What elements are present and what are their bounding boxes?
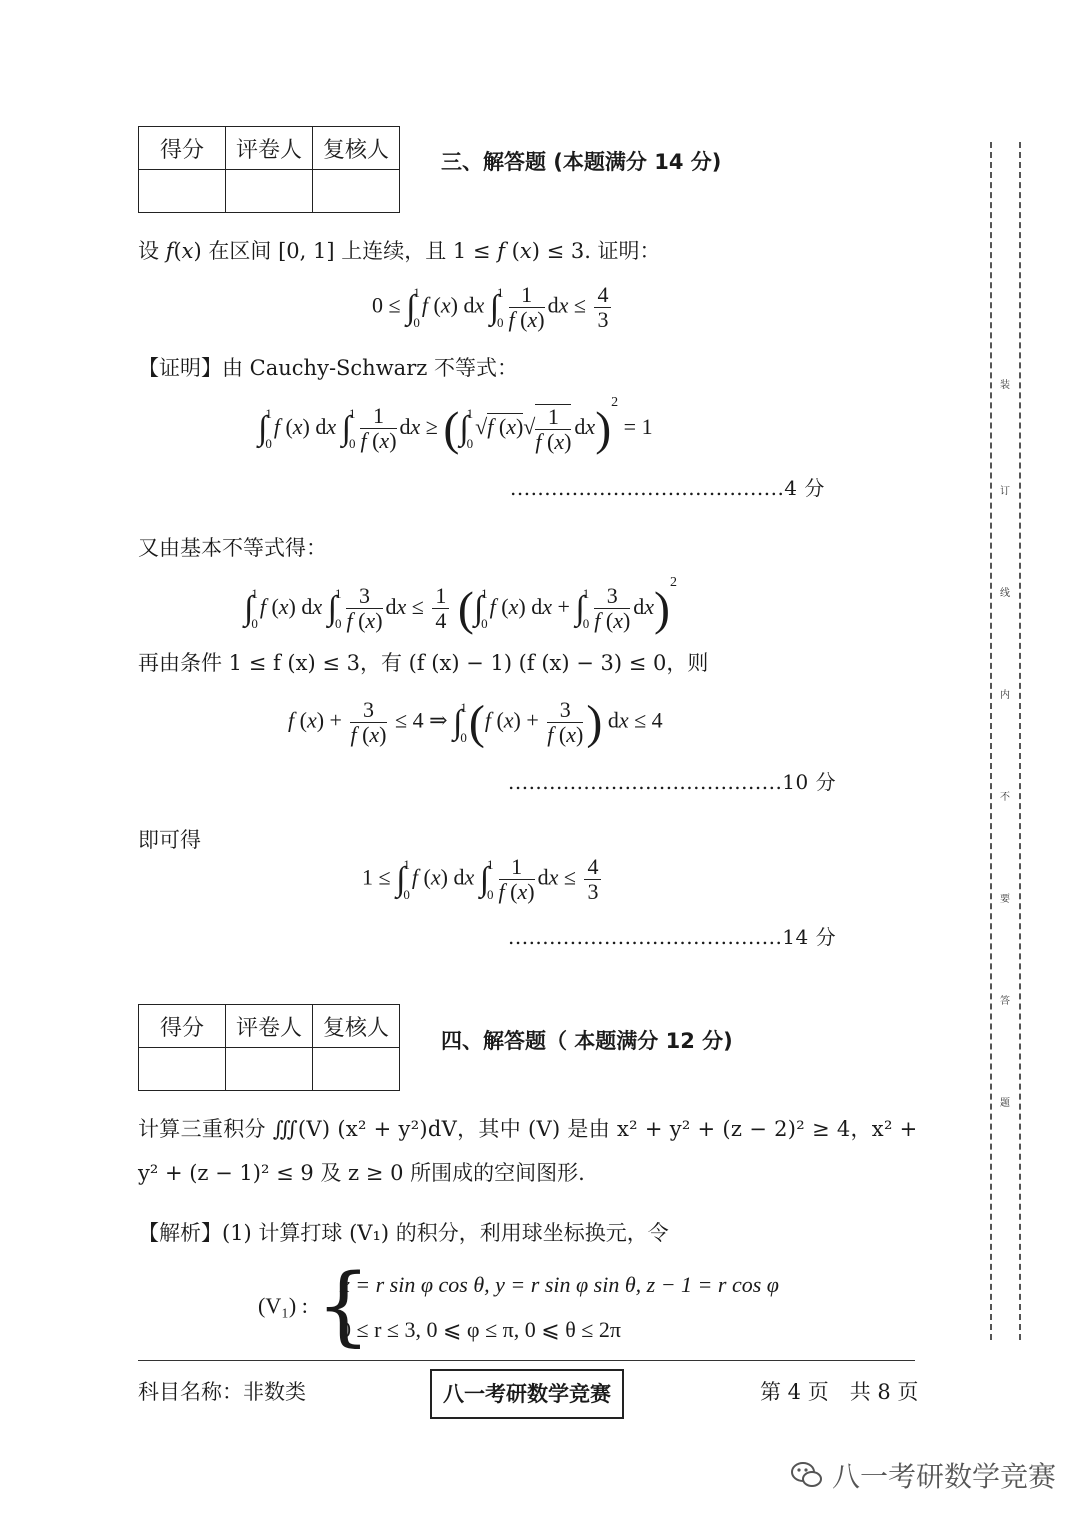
formula-cauchy-schwarz: ∫ 1 0 f (x) dx ∫ 1 0 $\frac{1}{f (x)}$ dx ≥ (∫ 1 0 √f (x)√ $\frac{1}{f (x)}$ dx)$^2$ = 1	[258, 395, 653, 456]
binding-char: 线	[1000, 588, 1010, 599]
section4-problem-line1: 计算三重积分 ∭(V) (x² + y²)dV，其中 (V) 是由 x² + y² + (z − 2)² ≥ 4，x² +	[138, 1117, 918, 1141]
grader-header: 评卷人	[226, 1005, 313, 1048]
system-line2: 0 ≤ r ≤ 3, 0 ⩽ φ ≤ π, 0 ⩽ θ ≤ 2π	[340, 1317, 621, 1342]
score-marker-4: ........................................4 分	[510, 476, 825, 500]
binding-char: 装	[1000, 380, 1010, 391]
score-marker-10: ........................................10 分	[508, 770, 837, 794]
watermark	[790, 1455, 1056, 1495]
system-brace: {	[316, 1256, 371, 1356]
proof-label: 【证明】由 Cauchy-Schwarz 不等式：	[138, 356, 518, 380]
section3-title: 三、解答题 (本题满分 14 分)	[441, 150, 722, 174]
system-line1: x = r sin φ cos θ, y = r sin φ sin θ, z − 1 = r cos φ	[340, 1272, 779, 1297]
footer-rule	[138, 1360, 915, 1361]
grader-cell[interactable]	[226, 170, 313, 213]
reviewer-cell[interactable]	[313, 170, 400, 213]
watermark-text: 八一考研数学竞赛	[832, 1460, 1057, 1493]
score-cell[interactable]	[139, 170, 226, 213]
section4-problem-line2: y² + (z − 1)² ≤ 9 及 z ≥ 0 所围成的空间图形.	[138, 1161, 585, 1185]
binding-char: 内	[1000, 690, 1010, 701]
binding-char: 题	[1000, 1098, 1010, 1109]
footer-subject: 科目名称：非数类	[138, 1380, 306, 1404]
binding-char: 要	[1000, 894, 1010, 905]
binding-char: 订	[1000, 486, 1010, 497]
score-table-section4	[138, 1004, 400, 1091]
score-marker-14: ........................................14 分	[508, 925, 837, 949]
wechat-icon	[790, 1460, 824, 1490]
system-label: (V₁) :	[258, 1293, 308, 1318]
analysis-label: 【解析】(1) 计算打球 (V₁) 的积分，利用球坐标换元，令	[138, 1221, 669, 1245]
reviewer-header: 复核人	[313, 1005, 400, 1048]
footer-exam-name: 八一考研数学竞赛	[443, 1382, 611, 1406]
condition-text: 再由条件 1 ≤ f (x) ≤ 3，有 (f (x) − 1) (f (x) − 3) ≤ 0，则	[138, 651, 709, 675]
score-header: 得分	[139, 1005, 226, 1048]
binding-line-right	[1019, 142, 1021, 1340]
binding-line-left	[990, 142, 992, 1340]
formula-condition-implication: f (x) + $\frac{3}{f (x)}$ ≤ 4 ⇒ ∫ 1 0 (f (x) + $\frac{3}{f (x)}$ ) dx ≤ 4	[288, 696, 663, 749]
formula-final-result: 1 ≤ ∫ 1 0 f (x) dx ∫ 1 0 $\frac{1}{f (x)}$ dx ≤ $\frac{4}{3}$	[362, 855, 604, 904]
footer-exam-box	[430, 1369, 624, 1419]
formula-inequality-statement: 0 ≤ ∫ 1 0 f (x) dx ∫ 1 0 $\frac{1}{f (x)}$ dx ≤ $\frac{4}{3}$	[372, 283, 614, 332]
footer-page: 第 4 页 共 8 页	[760, 1380, 919, 1404]
formula-basic-inequality: ∫ 1 0 f (x) dx ∫ 1 0 $\frac{3}{f (x)}$ dx ≤ $\frac{1}{4}$ (∫ 1 0 f (x) dx + ∫ 1 0 $\frac{3}{f (x)}$ dx)$^2$	[244, 575, 678, 636]
grader-cell[interactable]	[226, 1048, 313, 1091]
grader-header: 评卷人	[226, 127, 313, 170]
basic-inequality-text: 又由基本不等式得：	[138, 536, 327, 560]
reviewer-header: 复核人	[313, 127, 400, 170]
score-table-section3	[138, 126, 400, 213]
score-header: 得分	[139, 127, 226, 170]
section4-title: 四、解答题（ 本题满分 12 分)	[441, 1029, 733, 1053]
section3-problem: 设 f(x) 在区间 [0, 1] 上连续，且 1 ≤ f (x) ≤ 3. 证明：	[138, 239, 661, 263]
conclusion-text: 即可得	[138, 828, 201, 852]
score-cell[interactable]	[139, 1048, 226, 1091]
reviewer-cell[interactable]	[313, 1048, 400, 1091]
binding-char: 不	[1000, 792, 1010, 803]
binding-char: 答	[1000, 996, 1010, 1007]
